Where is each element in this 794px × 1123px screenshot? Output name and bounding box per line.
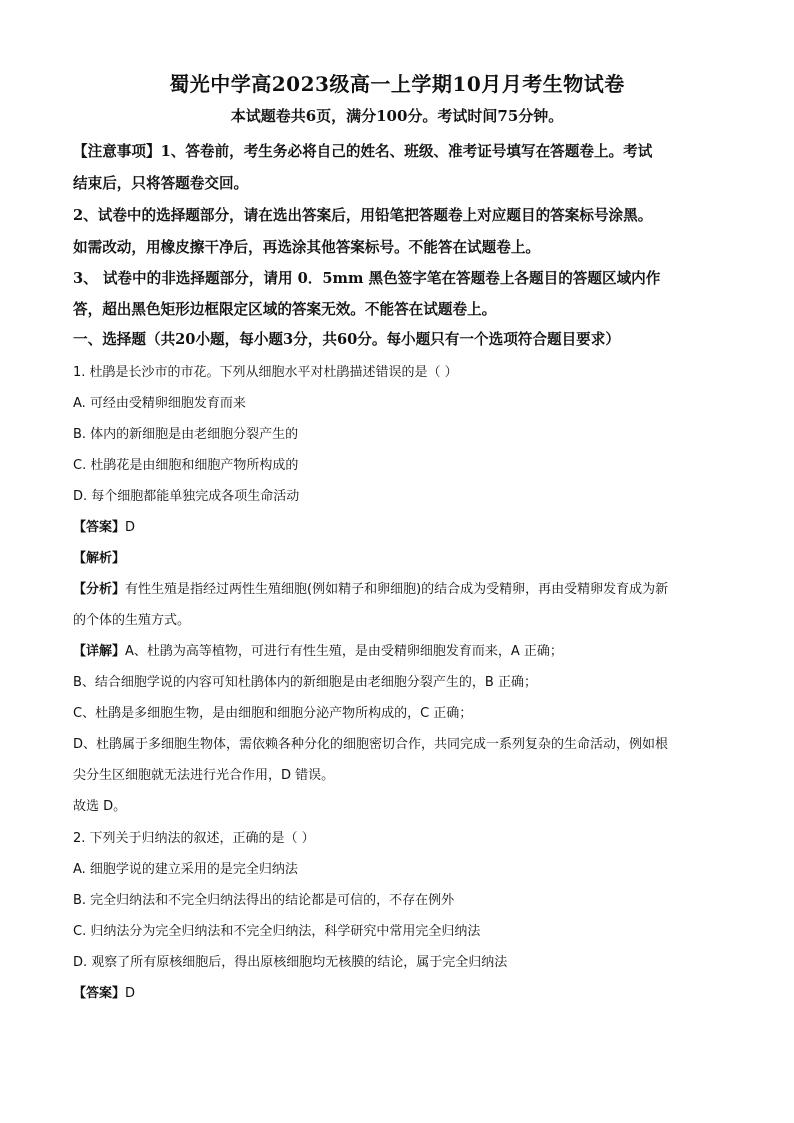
q1-detail-line-4: D、杜鹃属于多细胞生物体，需依赖各种分化的细胞密切合作，共同完成一系列复杂的生命活动，例如根 [73, 737, 669, 752]
analysis-label: 【解析】 [73, 551, 126, 566]
q1-detail-line-3: C、杜鹃是多细胞生物，是由细胞和细胞分泌产物所构成的，C 正确； [73, 706, 473, 721]
q2-answer [73, 982, 723, 1001]
q1-option-d: D. 每个细胞都能单独完成各项生命活动 [73, 489, 300, 504]
notice-line-2: 结束后，只将答题卷交回。 [73, 175, 249, 192]
q1-detail-line-2: B、结合细胞学说的内容可知杜鹃体内的新细胞是由老细胞分裂产生的，B 正确； [73, 675, 537, 690]
q1-detail-line-5: 尖分生区细胞就无法进行光合作用，D 错误。 [73, 768, 335, 783]
q2-option-c: C. 归纳法分为完全归纳法和不完全归纳法，科学研究中常用完全归纳法 [73, 924, 481, 939]
notice-line-3: 2、试卷中的选择题部分，请在选出答案后，用铅笔把答题卷上对应题目的答案标号涂黑。 [73, 207, 653, 224]
answer-label: 【答案】 [73, 520, 126, 535]
q2-option-b: B. 完全归纳法和不完全归纳法得出的结论都是可信的，不存在例外 [73, 893, 455, 908]
q1-stem: 1. 杜鹃是长沙市的市花。下列从细胞水平对杜鹃描述错误的是（ ） [73, 365, 458, 380]
notice-line-1 [73, 140, 723, 161]
exam-subtitle: 本试题卷共6页，满分100分。考试时间75分钟。 [230, 107, 564, 125]
notice-label: 【注意事项】 [73, 143, 161, 160]
exam-title: 蜀光中学高2023级高一上学期10月月考生物试卷 [169, 72, 625, 96]
answer-label: 【答案】 [73, 986, 126, 1001]
q1-conclusion: 故选 D。 [73, 799, 127, 814]
notice-line-5: 3、 试卷中的非选择题部分，请用 0．5mm 黑色签字笔在答题卷上各题目的答题区域内作 [73, 270, 661, 287]
notice-line-4: 如需改动，用橡皮擦干净后，再选涂其他答案标号。不能答在试题卷上。 [73, 239, 541, 256]
section-heading: 一、选择题（共20小题，每小题3分，共60分。每小题只有一个选项符合题目要求） [73, 331, 620, 348]
fenxi-label: 【分析】 [73, 582, 126, 597]
fenxi-text-1: 有性生殖是指经过两性生殖细胞(例如精子和卵细胞)的结合成为受精卵，再由受精卵发育成为新 [125, 582, 669, 597]
notice-text-1: 1、答卷前，考生务必将自己的姓名、班级、准考证号填写在答题卷上。考试 [160, 143, 653, 160]
q1-analysis-label [73, 547, 723, 566]
detail-label: 【详解】 [73, 644, 126, 659]
q1-option-b: B. 体内的新细胞是由老细胞分裂产生的 [73, 427, 299, 442]
detail-text-1: A、杜鹃为高等植物，可进行有性生殖，是由受精卵细胞发育而来，A 正确； [125, 644, 563, 659]
q1-fenxi-line-2: 的个体的生殖方式。 [73, 613, 191, 628]
q1-fenxi-line-1 [73, 578, 723, 597]
q2-stem: 2. 下列关于归纳法的叙述，正确的是（ ） [73, 831, 315, 846]
q2-option-d: D. 观察了所有原核细胞后，得出原核细胞均无核膜的结论，属于完全归纳法 [73, 955, 508, 970]
answer-value: D [125, 520, 136, 535]
notice-line-6: 答，超出黑色矩形边框限定区域的答案无效。不能答在试题卷上。 [73, 301, 497, 318]
answer-value: D [125, 986, 136, 1001]
q1-option-a: A. 可经由受精卵细胞发育而来 [73, 396, 246, 411]
q1-detail-line-1 [73, 640, 723, 659]
q2-option-a: A. 细胞学说的建立采用的是完全归纳法 [73, 862, 298, 877]
q1-answer [73, 516, 723, 535]
q1-option-c: C. 杜鹃花是由细胞和细胞产物所构成的 [73, 458, 299, 473]
